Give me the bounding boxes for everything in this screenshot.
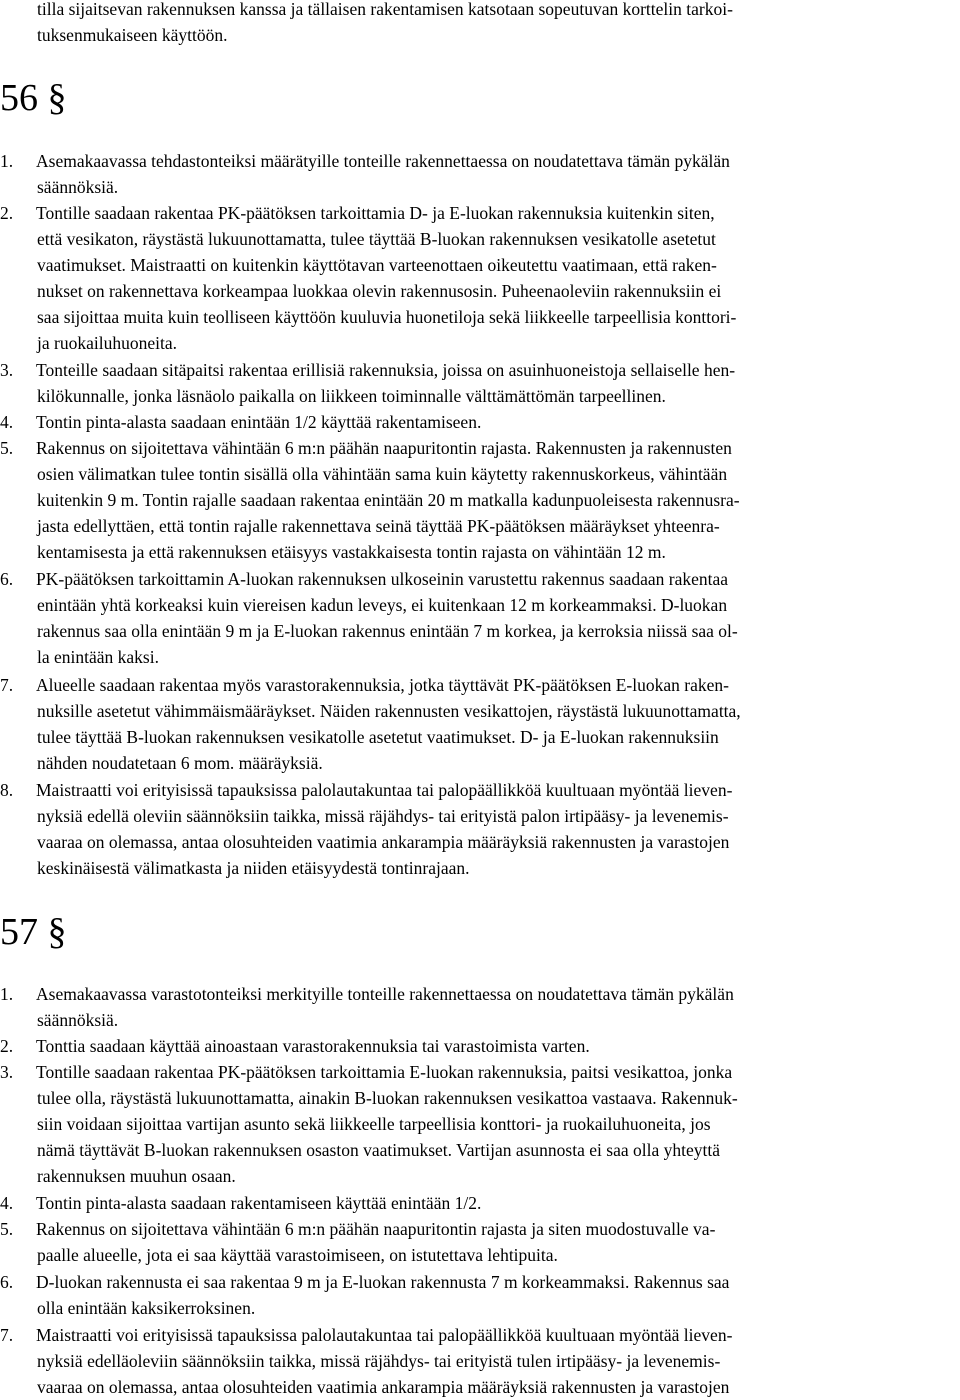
- item-text: että vesikaton, räystästä lukuunottamatta, tulee täyttää B-luokan rakennuksen vesikatolle asetetut: [37, 229, 716, 249]
- item-number: 1.: [0, 984, 14, 1004]
- section-57-heading: 57 §: [0, 911, 67, 953]
- item-text: tulee täyttää B-luokan rakennuksen vesikatolle asetetut vaatimukset. D- ja E-luokan rakennuksiin: [37, 727, 719, 747]
- continuation-line: tilla sijaitsevan rakennuksen kanssa ja tällaisen rakentamisen katsotaan sopeutuvan korttelin tarkoi-: [37, 0, 733, 19]
- item-number: 3.: [0, 1062, 14, 1082]
- item-line: [0, 1190, 481, 1216]
- item-text: rakennus saa olla enintään 9 m ja E-luokan rakennus enintään 7 m korkea, ja kerroksia niissä saa ol-: [37, 621, 738, 641]
- item-text: saa sijoittaa muita kuin teolliseen käyttöön kuuluvia huonetiloja sekä liikkeelle tarpeellisia konttori-: [37, 307, 737, 327]
- item-text: Tontille saadaan rakentaa PK-päätöksen tarkoittamia E-luokan rakennuksia, paitsi vesikattoa, jonka: [36, 1062, 733, 1082]
- item-text: kuitenkin 9 m. Tontin rajalle saadaan rakentaa enintään 20 m matkalla kadunpuoleisesta rakennusra-: [37, 490, 740, 510]
- item-line: [0, 566, 728, 592]
- item-text: siin voidaan sijoittaa vartijan asunto sekä liikkeelle tarpeellisia konttori- ja ruokailuhuoneita, jos: [37, 1114, 711, 1134]
- item-number: 5.: [0, 438, 14, 458]
- item-number: 5.: [0, 1219, 14, 1239]
- item-text: kilökunnalle, jonka läsnäolo paikalla on liikkeen toiminnalle välttämättömän tarpeellinen.: [37, 386, 666, 406]
- item-number: 4.: [0, 412, 14, 432]
- item-line: [0, 357, 735, 383]
- item-text: Maistraatti voi erityisissä tapauksissa palolautakuntaa tai palopäällikköä kuultuaan myöntää lieven-: [36, 1325, 733, 1345]
- item-text: Maistraatti voi erityisissä tapauksissa palolautakuntaa tai palopäällikköä kuultuaan myöntää lieven-: [36, 780, 733, 800]
- item-text: Tontille saadaan rakentaa PK-päätöksen tarkoittamia D- ja E-luokan rakennuksia kuitenkin siten,: [36, 203, 715, 223]
- item-line: [0, 1269, 729, 1295]
- item-number: 8.: [0, 780, 14, 800]
- item-line: [0, 777, 732, 803]
- item-text: paalle alueelle, jota ei saa käyttää varastoimiseen, on istutettava lehtipuita.: [37, 1245, 558, 1265]
- item-text: nukset on rakennettava korkeampaa luokkaa olevin rakennusosin. Puheenaoleviin rakennuksiin ei: [37, 281, 722, 301]
- item-text: Rakennus on sijoitettava vähintään 6 m:n päähän naapuritontin rajasta. Rakennusten ja rakennusten: [36, 438, 732, 458]
- item-text: ja ruokailuhuoneita.: [37, 333, 177, 353]
- item-number: 7.: [0, 1325, 14, 1345]
- section-56-heading: 56 §: [0, 77, 67, 119]
- item-line: [0, 672, 729, 698]
- item-text: nyksiä edelläoleviin säännöksiin taikka, missä räjähdys- tai erityistä tulen irtipääsy- ja levenemis-: [37, 1351, 721, 1371]
- item-text: vaaraa on olemassa, antaa olosuhteiden vaatimia ankarampia määräyksiä rakennusten ja varastojen: [37, 832, 730, 852]
- item-text: säännöksiä.: [37, 177, 119, 197]
- item-text: keskinäisestä välimatkasta ja niiden etäisyydestä tontinrajaan.: [37, 858, 470, 878]
- item-text: Asemakaavassa varastotonteiksi merkityille tonteille rakennettaessa on noudatettava tämän pykälän: [36, 984, 734, 1004]
- item-text: vaatimukset. Maistraatti on kuitenkin käyttötavan varteenottaen oikeutettu vaatimaan, että raken-: [37, 255, 717, 275]
- item-text: nähden noudatetaan 6 mom. määräyksiä.: [37, 753, 323, 773]
- item-text: nämä täyttävät B-luokan rakennuksen osaston vaatimukset. Vartijan asunnosta ei saa olla yhteyttä: [37, 1140, 720, 1160]
- item-number: 6.: [0, 1272, 14, 1292]
- item-text: rakennuksen muuhun osaan.: [37, 1166, 236, 1186]
- item-line: [0, 1059, 732, 1085]
- item-text: la enintään kaksi.: [37, 647, 159, 667]
- item-line: [0, 1033, 590, 1059]
- item-text: enintään yhtä korkeaksi kuin viereisen kadun leveys, ei kuitenkaan 12 m korkeammaksi. D-luokan: [37, 595, 728, 615]
- item-line: [0, 435, 732, 461]
- item-text: Tontin pinta-alasta saadaan enintään 1/2 käyttää rakentamiseen.: [36, 412, 482, 432]
- item-text: D-luokan rakennusta ei saa rakentaa 9 m ja E-luokan rakennusta 7 m korkeammaksi. Rakennus saa: [36, 1272, 730, 1292]
- item-text: tulee olla, räystästä lukuunottamatta, ainakin B-luokan rakennuksen vesikattoa vastaava. Rakennuk-: [37, 1088, 738, 1108]
- item-line: [0, 1322, 732, 1348]
- item-number: 2.: [0, 203, 14, 223]
- item-text: osien välimatkan tulee tontin sisällä olla vähintään sama kuin käytetty rakennuskorkeus, vähintään: [37, 464, 728, 484]
- item-text: vaaraa on olemassa, antaa olosuhteiden vaatimia ankarampia määräyksiä rakennusten ja varastojen: [37, 1377, 730, 1397]
- item-text: Alueelle saadaan rakentaa myös varastorakennuksia, jotka täyttävät PK-päätöksen E-luokan raken-: [36, 675, 729, 695]
- item-text: Tontin pinta-alasta saadaan rakentamiseen käyttää enintään 1/2.: [36, 1193, 482, 1213]
- item-text: Asemakaavassa tehdastonteiksi määrätyille tonteille rakennettaessa on noudatettava tämän pykälän: [36, 151, 730, 171]
- item-line: [0, 409, 481, 435]
- item-text: nuksille asetetut vähimmäismääräykset. Näiden rakennusten vesikattojen, räystästä lukuunottamatta,: [37, 701, 741, 721]
- item-number: 2.: [0, 1036, 14, 1056]
- item-text: Tonteille saadaan sitäpaitsi rakentaa erillisiä rakennuksia, joissa on asuinhuoneistoja sellaiselle hen-: [36, 360, 736, 380]
- item-text: jasta edellyttäen, että tontin rajalle rakennettava seinä täyttää PK-päätöksen määräykset yhteenra-: [37, 516, 720, 536]
- item-text: säännöksiä.: [37, 1010, 119, 1030]
- item-text: olla enintään kaksikerroksinen.: [37, 1298, 256, 1318]
- item-text: Tonttia saadaan käyttää ainoastaan varastorakennuksia tai varastoimista varten.: [36, 1036, 590, 1056]
- item-line: [0, 148, 730, 174]
- item-number: 3.: [0, 360, 14, 380]
- item-text: PK-päätöksen tarkoittamin A-luokan rakennuksen ulkoseinin varustettu rakennus saadaan rakentaa: [36, 569, 729, 589]
- continuation-line: tuksenmukaiseen käyttöön.: [37, 25, 228, 45]
- item-line: [0, 981, 734, 1007]
- item-text: kentamisesta ja että rakennuksen etäisyys vastakkaisesta tontin rajasta on vähintään 12 m.: [37, 542, 666, 562]
- item-text: nyksiä edellä oleviin säännöksiin taikka, missä räjähdys- tai erityistä palon irtipääsy- ja levenemis-: [37, 806, 729, 826]
- item-line: [0, 200, 715, 226]
- item-number: 4.: [0, 1193, 14, 1213]
- item-number: 1.: [0, 151, 14, 171]
- item-text: Rakennus on sijoitettava vähintään 6 m:n päähän naapuritontin rajasta ja siten muodostuvalle va-: [36, 1219, 716, 1239]
- item-number: 7.: [0, 675, 14, 695]
- item-number: 6.: [0, 569, 14, 589]
- item-line: [0, 1216, 715, 1242]
